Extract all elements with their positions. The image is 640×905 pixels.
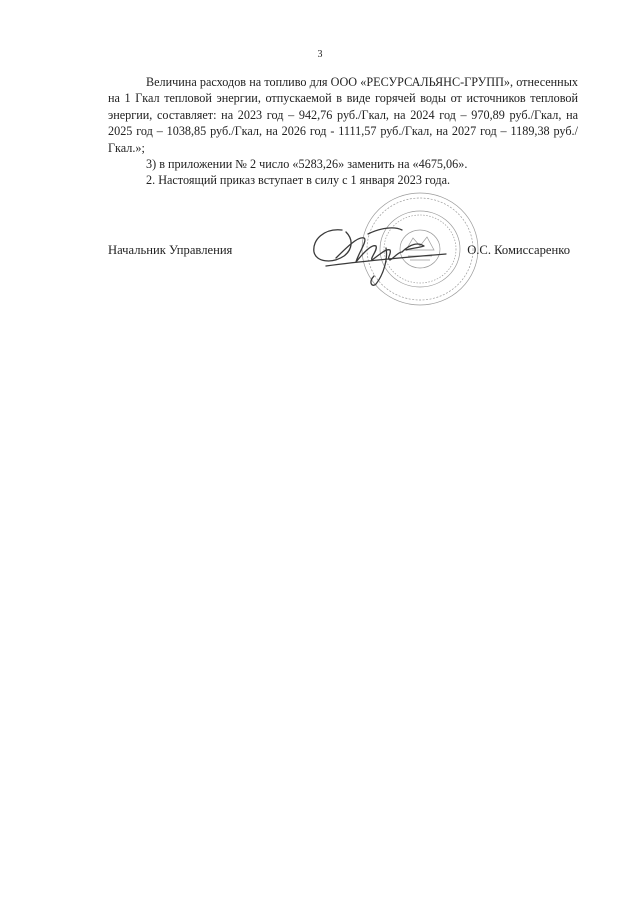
paragraph-fuel-costs: Величина расходов на топливо для ООО «РЕСУРСАЛЬЯНС-ГРУПП», отнесенных на 1 Гкал тепловой энергии, отпускаемой в виде горячей воды от источников тепловой энергии, составляет: на 2023 год – 942,76 руб./Гкал, на 2024 год – 970,89 руб./Гкал, на 2025 год – 1038,85 руб./Гкал, на 2026 год - 1111,57 руб./Гкал, на 2027 год – 1189,38 руб./Гкал.»;	[108, 75, 578, 155]
document-body	[108, 74, 578, 189]
signer-name: О.С. Комиссаренко	[467, 243, 570, 257]
page-number: 3	[317, 49, 323, 60]
signer-position: Начальник Управления	[108, 243, 233, 257]
signature-block	[108, 243, 570, 261]
paragraph-appendix-change: 3) в приложении № 2 число «5283,26» заменить на «4675,06».	[146, 157, 468, 172]
paragraph-effective-date: 2. Настоящий приказ вступает в силу с 1 января 2023 года.	[146, 173, 451, 188]
